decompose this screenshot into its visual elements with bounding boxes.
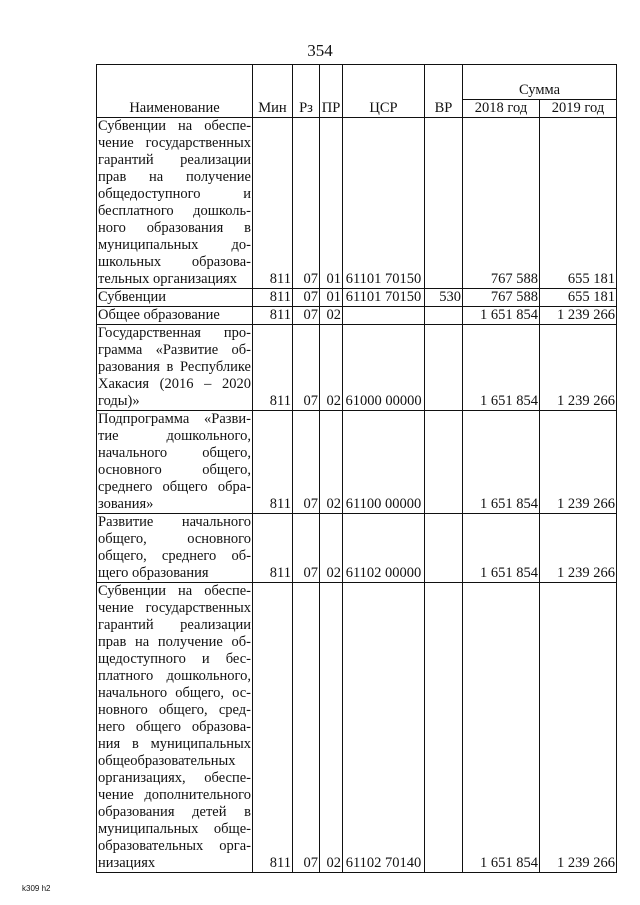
row-csr: 61102 70140 xyxy=(343,583,425,873)
row-rz: 07 xyxy=(293,307,320,325)
row-rz: 07 xyxy=(293,118,320,289)
header-sum: Сумма xyxy=(463,65,617,100)
row-2018: 1 651 854 xyxy=(463,583,540,873)
table-row xyxy=(97,307,617,325)
row-vr xyxy=(425,514,463,583)
row-vr xyxy=(425,411,463,514)
row-vr xyxy=(425,307,463,325)
table-row xyxy=(97,583,617,873)
row-2019: 1 239 266 xyxy=(540,307,617,325)
table-row xyxy=(97,325,617,411)
row-2018: 1 651 854 xyxy=(463,514,540,583)
row-name: Государственная программа «Развитие образования в Республике Хакасия (2016 – 2020 годы)» xyxy=(98,325,251,409)
row-csr: 61102 00000 xyxy=(343,514,425,583)
row-pr: 02 xyxy=(320,583,343,873)
row-2019: 1 239 266 xyxy=(540,325,617,411)
table-row xyxy=(97,289,617,307)
table-row xyxy=(97,411,617,514)
row-rz: 07 xyxy=(293,583,320,873)
row-2019: 1 239 266 xyxy=(540,514,617,583)
row-rz: 07 xyxy=(293,411,320,514)
row-min: 811 xyxy=(253,514,293,583)
row-min: 811 xyxy=(253,289,293,307)
row-2019: 1 239 266 xyxy=(540,411,617,514)
row-name: Субвенции на обеспечение государственных гарантий реализации прав на получение общедоступного и бесплатного дошкольного образования в муниципальных дошкольных образовательных организациях xyxy=(98,118,251,287)
row-name: Субвенции на обеспечение государственных гарантий реализации прав на получение общедоступного и бесплатного дошкольного, начального общего, основного общего, среднего общего образования в муниципальных общеобразовательных организациях, обеспечение дополнительного образования детей в муниципальных общеобразовательных организациях xyxy=(98,583,251,871)
row-rz: 07 xyxy=(293,325,320,411)
row-2019: 1 239 266 xyxy=(540,583,617,873)
row-name: Субвенции xyxy=(97,289,253,307)
budget-table xyxy=(96,64,617,873)
row-csr xyxy=(343,307,425,325)
row-vr xyxy=(425,118,463,289)
page-number: 354 xyxy=(307,41,333,60)
row-pr: 01 xyxy=(320,289,343,307)
row-rz: 07 xyxy=(293,289,320,307)
row-2018: 767 588 xyxy=(463,118,540,289)
header-2018: 2018 год xyxy=(463,100,540,118)
row-min: 811 xyxy=(253,307,293,325)
row-csr: 61101 70150 xyxy=(343,118,425,289)
row-csr: 61000 00000 xyxy=(343,325,425,411)
row-pr: 01 xyxy=(320,118,343,289)
footer-code: k309 h2 xyxy=(22,884,51,893)
row-pr: 02 xyxy=(320,514,343,583)
row-pr: 02 xyxy=(320,325,343,411)
table-row xyxy=(97,514,617,583)
header-pr: ПР xyxy=(320,65,343,118)
header-2019: 2019 год xyxy=(540,100,617,118)
row-pr: 02 xyxy=(320,307,343,325)
header-min: Мин xyxy=(253,65,293,118)
header-csr: ЦСР xyxy=(343,65,425,118)
row-csr: 61100 00000 xyxy=(343,411,425,514)
row-2018: 1 651 854 xyxy=(463,411,540,514)
header-name: Наименование xyxy=(97,65,253,118)
row-2018: 1 651 854 xyxy=(463,325,540,411)
row-rz: 07 xyxy=(293,514,320,583)
row-min: 811 xyxy=(253,118,293,289)
table-row xyxy=(97,118,617,289)
row-2019: 655 181 xyxy=(540,118,617,289)
row-min: 811 xyxy=(253,325,293,411)
row-min: 811 xyxy=(253,583,293,873)
row-pr: 02 xyxy=(320,411,343,514)
row-vr xyxy=(425,325,463,411)
header-vr: ВР xyxy=(425,65,463,118)
row-name: Развитие начального общего, основного общего, среднего общего образования xyxy=(98,514,251,581)
row-2018: 767 588 xyxy=(463,289,540,307)
row-name: Подпрограмма «Развитие дошкольного, начального общего, основного общего, среднего общего образования» xyxy=(98,411,251,512)
row-vr xyxy=(425,583,463,873)
row-vr: 530 xyxy=(425,289,463,307)
row-2019: 655 181 xyxy=(540,289,617,307)
row-min: 811 xyxy=(253,411,293,514)
row-csr: 61101 70150 xyxy=(343,289,425,307)
row-2018: 1 651 854 xyxy=(463,307,540,325)
header-rz: Рз xyxy=(293,65,320,118)
row-name: Общее образование xyxy=(97,307,253,325)
